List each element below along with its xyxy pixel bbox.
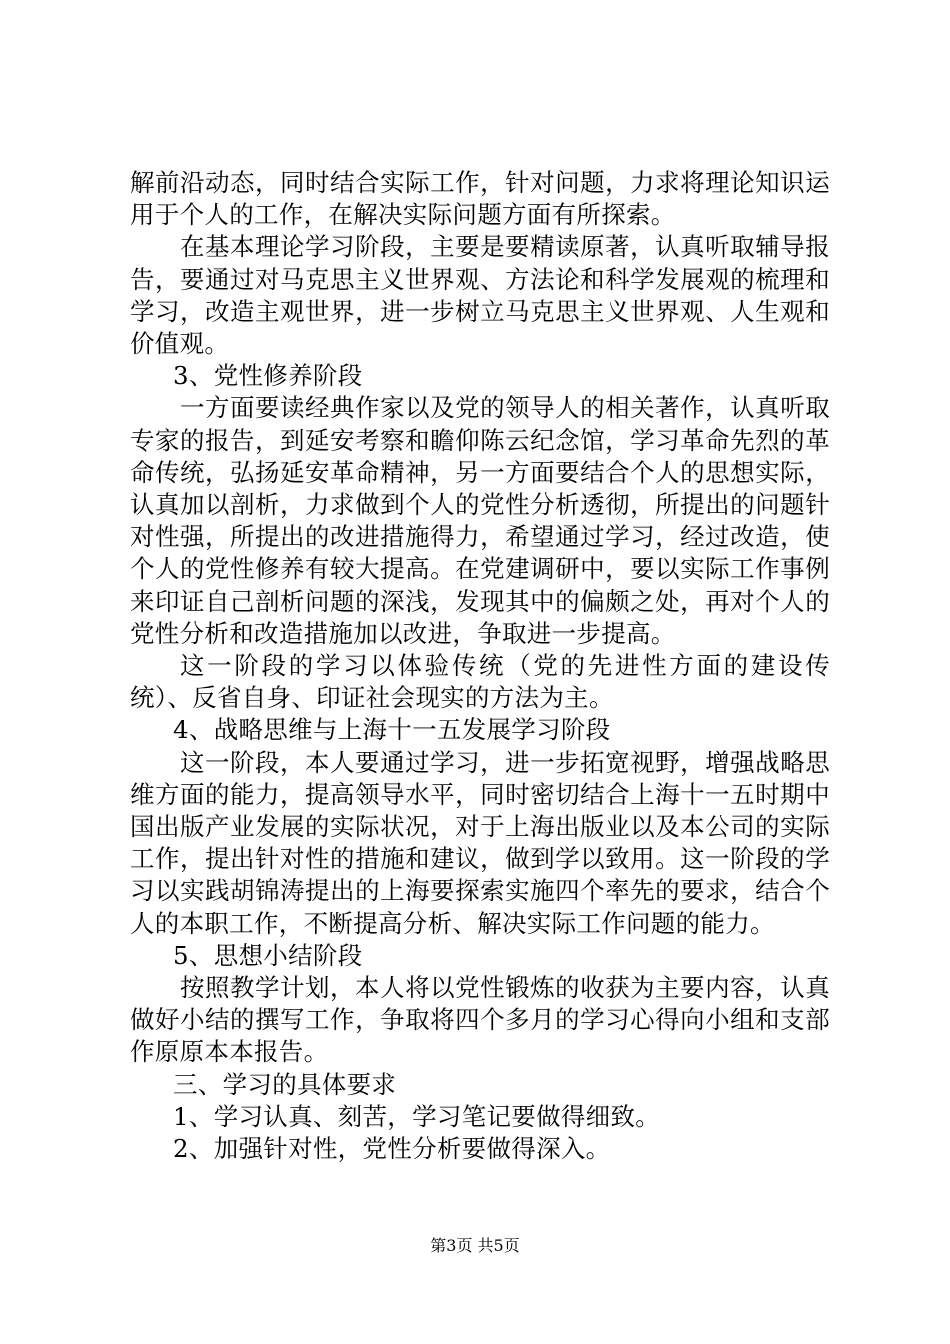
section-heading-summary-stage: 5、思想小结阶段 (173, 940, 363, 970)
document-body (130, 167, 830, 1165)
requirement-item-2: 2、加强针对性，党性分析要做得深入。 (173, 1134, 611, 1164)
paragraph-party-spirit-body: 一方面要读经典作家以及党的领导人的相关著作，认真听取专家的报告，到延安考察和瞻仰陈云纪念馆，学习革命先烈的革命传统，弘扬延安革命精神，另一方面要结合个人的思想实际，认真加以剖析，力求做到个人的党性分析透彻，所提出的问题针对性强，所提出的改进措施得力，希望通过学习，经过改造，使个人的党性修养有较大提高。在党建调研中，要以实际工作事例来印证自己剖析问题的深浅，发现其中的偏颇之处，再对个人的党性分析和改造措施加以改进，争取进一步提高。 (130, 393, 830, 648)
paragraph-basic-theory: 在基本理论学习阶段，主要是要精读原著，认真听取辅导报告，要通过对马克思主义世界观、方法论和科学发展观的梳理和学习，改造主观世界，进一步树立马克思主义世界观、人生观和价值观。 (130, 232, 830, 359)
section-heading-requirements: 三、学习的具体要求 (173, 1069, 397, 1099)
paragraph-intro-continuation: 解前沿动态，同时结合实际工作，针对问题，力求将理论知识运用于个人的工作，在解决实际问题方面有所探索。 (130, 168, 830, 230)
paragraph-strategic-thinking-body: 这一阶段，本人要通过学习，进一步拓宽视野，增强战略思维方面的能力，提高领导水平，同时密切结合上海十一五时期中国出版产业发展的实际状况，对于上海出版业以及本公司的实际工作，提出针对性的措施和建议，做到学以致用。这一阶段的学习以实践胡锦涛提出的上海要探索实施四个率先的要求，结合个人的本职工作，不断提高分析、解决实际工作问题的能力。 (130, 747, 830, 938)
requirement-item-1: 1、学习认真、刻苦，学习笔记要做得细致。 (173, 1101, 661, 1131)
page-number-footer: 第3页 共5页 (430, 1236, 520, 1255)
paragraph-summary-stage-body: 按照教学计划，本人将以党性锻炼的收获为主要内容，认真做好小结的撰写工作，争取将四个多月的学习心得向小组和支部作原原本本报告。 (130, 973, 830, 1067)
paragraph-party-spirit-method: 这一阶段的学习以体验传统（党的先进性方面的建设传统）、反省自身、印证社会现实的方法为主。 (130, 651, 830, 713)
section-heading-party-spirit: 3、党性修养阶段 (173, 361, 363, 391)
section-heading-strategic-thinking: 4、战略思维与上海十一五发展学习阶段 (173, 715, 611, 745)
